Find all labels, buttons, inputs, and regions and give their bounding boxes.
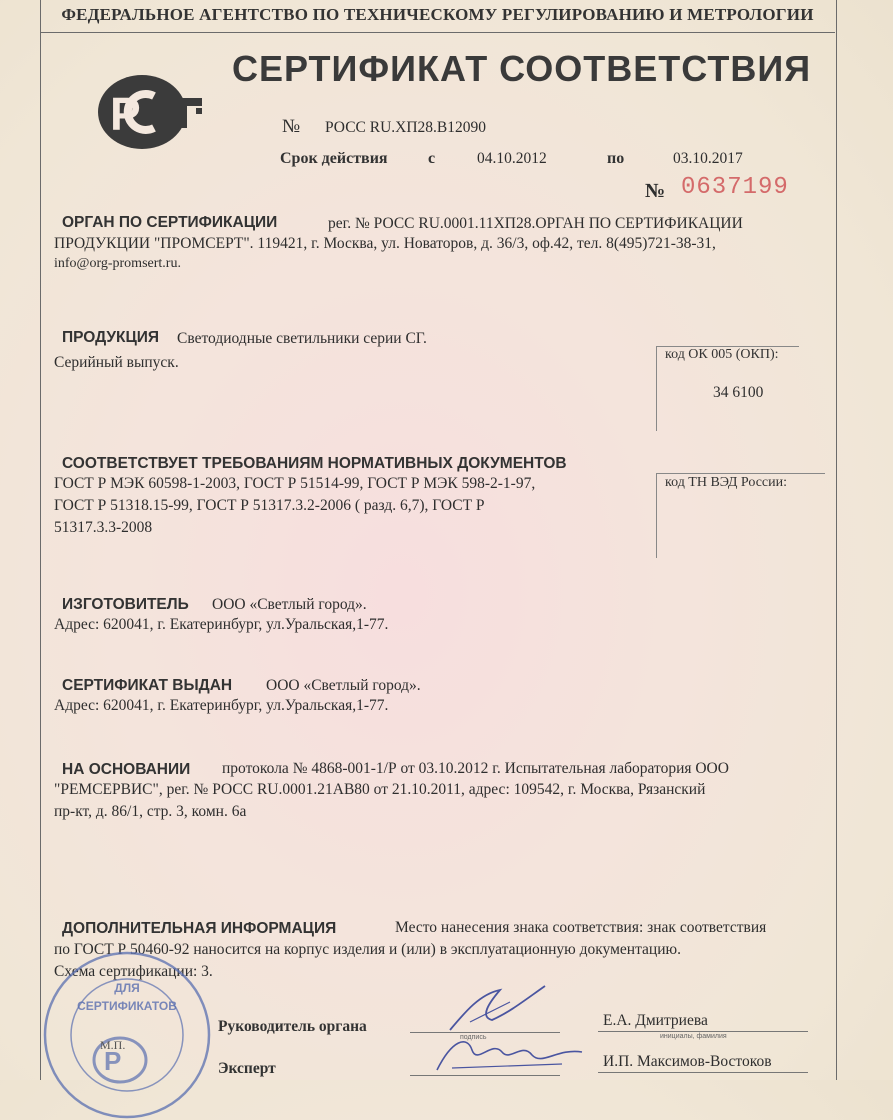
stamp-line2: СЕРТИФИКАТОВ: [77, 999, 177, 1013]
basis-label: НА ОСНОВАНИИ: [62, 761, 191, 778]
basis-line1: протокола № 4868-001-1/Р от 03.10.2012 г. Испытательная лаборатория ООО: [222, 760, 729, 777]
issued-name: ООО «Светлый город».: [266, 677, 421, 694]
product-line1: Светодиодные светильники серии СГ.: [177, 330, 427, 347]
head-sign-caption: подпись: [460, 1034, 487, 1041]
validity-to-date: 03.10.2017: [673, 150, 743, 167]
validity-to-label: по: [607, 150, 625, 167]
validity-label: Срок действия: [280, 150, 388, 167]
conforms-line1: ГОСТ Р МЭК 60598-1-2003, ГОСТ Р 51514-99, ГОСТ Р МЭК 598-2-1-97,: [54, 475, 536, 492]
organ-line2: ПРОДУКЦИИ "ПРОМСЕРТ". 119421, г. Москва, ул. Новаторов, д. 36/3, оф.42, тел. 8(495)721-38-31,: [54, 235, 716, 252]
conforms-line2: ГОСТ Р 51318.15-99, ГОСТ Р 51317.3.2-2006 ( разд. 6,7), ГОСТ Р: [54, 497, 485, 514]
expert-label: Эксперт: [218, 1060, 276, 1077]
additional-line2: по ГОСТ Р 50460-92 наносится на корпус изделия и (или) в эксплуатационную документацию.: [54, 941, 681, 958]
expert-name-line: [598, 1072, 808, 1073]
additional-label: ДОПОЛНИТЕЛЬНАЯ ИНФОРМАЦИЯ: [62, 920, 337, 937]
svg-text:P: P: [110, 88, 141, 140]
tnved-label: код ТН ВЭД России:: [665, 475, 788, 490]
manufacturer-name: ООО «Светлый город».: [212, 596, 367, 613]
organ-label: ОРГАН ПО СЕРТИФИКАЦИИ: [62, 214, 278, 231]
serial-number: 0637199: [681, 174, 789, 201]
conforms-label: СООТВЕТСТВУЕТ ТРЕБОВАНИЯМ НОРМАТИВНЫХ ДОКУМЕНТОВ: [62, 455, 567, 472]
head-name-line: [598, 1031, 808, 1032]
additional-line1: Место нанесения знака соответствия: знак соответствия: [395, 919, 767, 936]
certification-stamp-icon: [42, 950, 212, 1120]
conforms-line3: 51317.3.3-2008: [54, 519, 153, 536]
expert-signature-icon: [432, 1030, 592, 1078]
expert-name: И.П. Максимов-Востоков: [603, 1053, 772, 1070]
agency-header: ФЕДЕРАЛЬНОЕ АГЕНТСТВО ПО ТЕХНИЧЕСКОМУ РЕГУЛИРОВАНИЮ И МЕТРОЛОГИИ: [40, 0, 835, 33]
svg-text:P: P: [104, 1046, 122, 1076]
additional-line3: Схема сертификации: 3.: [54, 963, 213, 980]
mp-label: М.П.: [100, 1038, 126, 1052]
product-line2: Серийный выпуск.: [54, 354, 179, 371]
head-name-caption: инициалы, фамилия: [660, 1033, 727, 1040]
okp-label: код ОК 005 (ОКП):: [665, 347, 779, 362]
issued-address: Адрес: 620041, г. Екатеринбург, ул.Уральская,1-77.: [54, 697, 389, 714]
stamp-line1: ДЛЯ: [114, 981, 140, 995]
cert-number: РОСС RU.ХП28.В12090: [325, 119, 487, 136]
cert-number-sign: №: [282, 116, 301, 137]
head-signature-icon: [440, 982, 560, 1037]
head-label: Руководитель органа: [218, 1018, 367, 1035]
pct-logo-icon: [96, 72, 206, 152]
validity-from-date: 04.10.2012: [477, 150, 547, 167]
validity-from-label: с: [428, 150, 436, 167]
organ-line3: info@org-promsert.ru.: [54, 256, 181, 271]
basis-line2: "РЕМСЕРВИС", рег. № РОСС RU.0001.21АВ80 от 21.10.2011, адрес: 109542, г. Москва, Рязанский: [54, 781, 706, 798]
issued-label: СЕРТИФИКАТ ВЫДАН: [62, 677, 233, 694]
serial-sign: №: [645, 180, 666, 202]
product-label: ПРОДУКЦИЯ: [62, 329, 160, 346]
okp-value: 34 6100: [713, 384, 764, 401]
certificate-title: СЕРТИФИКАТ СООТВЕТСТВИЯ: [232, 48, 812, 89]
organ-line1: рег. № РОСС RU.0001.11ХП28.ОРГАН ПО СЕРТИФИКАЦИИ: [328, 215, 743, 232]
manufacturer-address: Адрес: 620041, г. Екатеринбург, ул.Уральская,1-77.: [54, 616, 389, 633]
head-name: Е.А. Дмитриева: [603, 1012, 708, 1029]
basis-line3: пр-кт, д. 86/1, стр. 3, комн. 6а: [54, 803, 247, 820]
manufacturer-label: ИЗГОТОВИТЕЛЬ: [62, 596, 189, 613]
